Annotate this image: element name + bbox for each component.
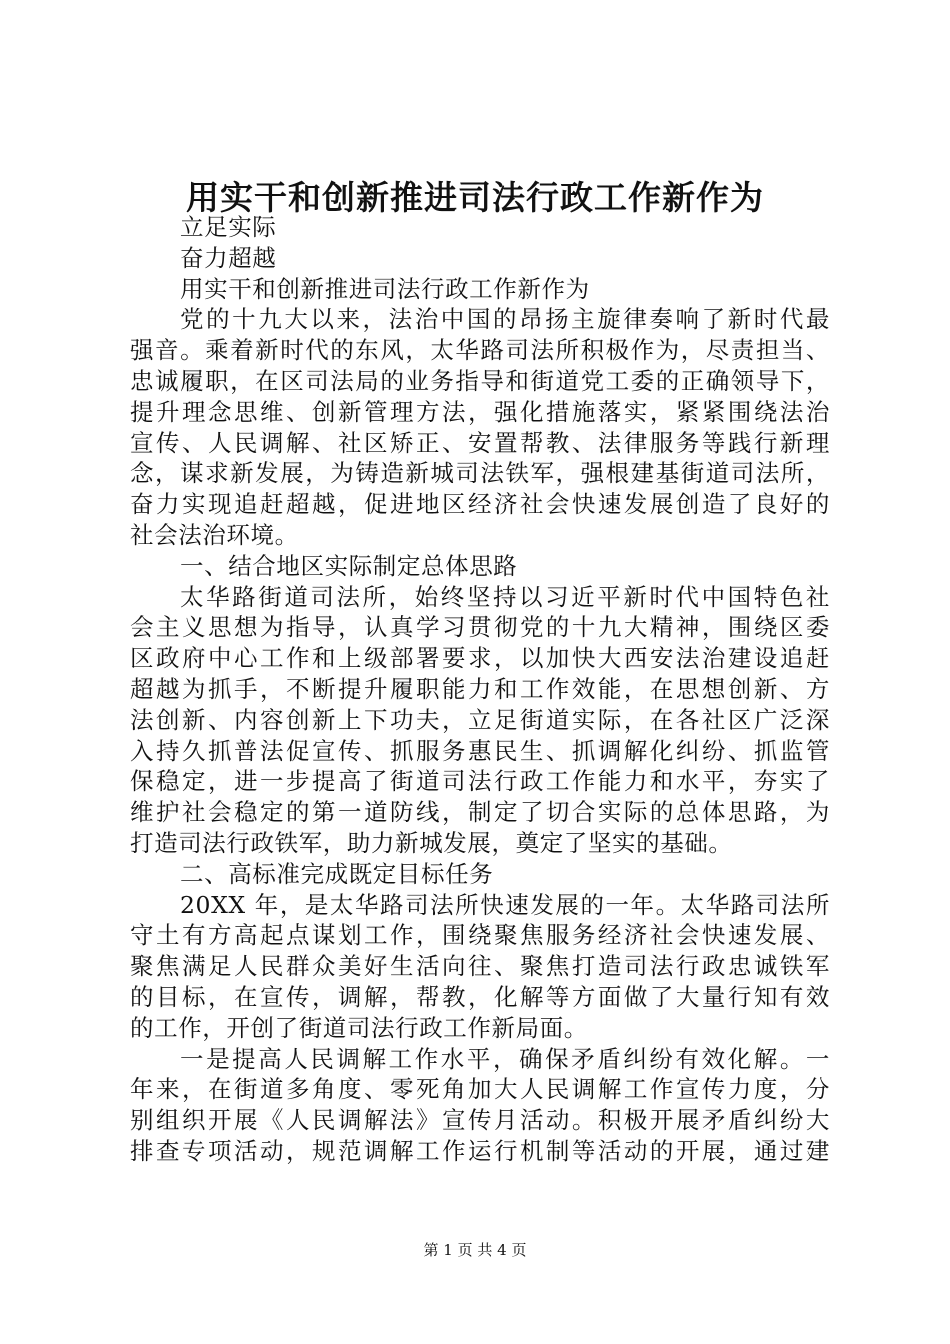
text-line: 守土有方高起点谋划工作，围绕聚焦服务经济社会快速发展、 (130, 921, 830, 950)
text-line: 忠诚履职，在区司法局的业务指导和街道党工委的正确领导下， (130, 366, 830, 395)
text-line: 入持久抓普法促宣传、抓服务惠民生、抓调解化纠纷、抓监管 (130, 736, 830, 765)
text-line: 维护社会稳定的第一道防线，制定了切合实际的总体思路，为 (130, 798, 830, 827)
text-line: 二、高标准完成既定目标任务 (180, 859, 494, 888)
text-line: 强音。乘着新时代的东风，太华路司法所积极作为，尽责担当、 (130, 336, 830, 365)
text-line: 区政府中心工作和上级部署要求，以加快大西安法治建设追赶 (130, 644, 830, 673)
document-title: 用实干和创新推进司法行政工作新作为 (186, 178, 764, 217)
text-line: 20XX 年，是太华路司法所快速发展的一年。太华路司法所 (180, 890, 830, 919)
text-line: 一、结合地区实际制定总体思路 (180, 551, 518, 580)
text-line: 的目标，在宣传，调解，帮教，化解等方面做了大量行知有效 (130, 982, 830, 1011)
text-line: 宣传、人民调解、社区矫正、安置帮教、法律服务等践行新理 (130, 428, 830, 457)
text-line: 党的十九大以来，法治中国的昂扬主旋律奏响了新时代最 (180, 305, 830, 334)
text-line: 提升理念思维、创新管理方法，强化措施落实，紧紧围绕法治 (130, 397, 830, 426)
text-line: 用实干和创新推进司法行政工作新作为 (180, 274, 590, 303)
text-line: 聚焦满足人民群众美好生活向往、聚焦打造司法行政忠诚铁军 (130, 952, 830, 981)
text-line: 会主义思想为指导，认真学习贯彻党的十九大精神，围绕区委 (130, 613, 830, 642)
text-line: 的工作，开创了街道司法行政工作新局面。 (130, 1013, 588, 1042)
text-line: 太华路街道司法所，始终坚持以习近平新时代中国特色社 (180, 582, 830, 611)
text-line: 别组织开展《人民调解法》宣传月活动。积极开展矛盾纠纷大 (130, 1106, 830, 1135)
text-line: 奋力超越 (180, 243, 277, 272)
text-line: 打造司法行政铁军，助力新城发展，奠定了坚实的基础。 (130, 828, 733, 857)
text-line: 念，谋求新发展，为铸造新城司法铁军，强根建基街道司法所， (130, 459, 830, 488)
text-line: 排查专项活动，规范调解工作运行机制等活动的开展，通过建 (130, 1136, 830, 1165)
text-line: 一是提高人民调解工作水平，确保矛盾纠纷有效化解。一 (180, 1044, 830, 1073)
document-body (130, 212, 830, 1167)
text-line: 立足实际 (180, 213, 277, 241)
text-line: 超越为抓手，不断提升履职能力和工作效能，在思想创新、方 (130, 674, 830, 703)
text-line: 年来，在街道多角度、零死角加大人民调解工作宣传力度，分 (130, 1075, 830, 1104)
text-line: 社会法治环境。 (130, 520, 299, 549)
text-line: 法创新、内容创新上下功夫，立足街道实际，在各社区广泛深 (130, 705, 830, 734)
text-line: 奋力实现追赶超越，促进地区经济社会快速发展创造了良好的 (130, 490, 830, 519)
text-line: 保稳定，进一步提高了街道司法行政工作能力和水平，夯实了 (130, 767, 830, 796)
page-footer: 第 1 页 共 4 页 (423, 1241, 527, 1259)
